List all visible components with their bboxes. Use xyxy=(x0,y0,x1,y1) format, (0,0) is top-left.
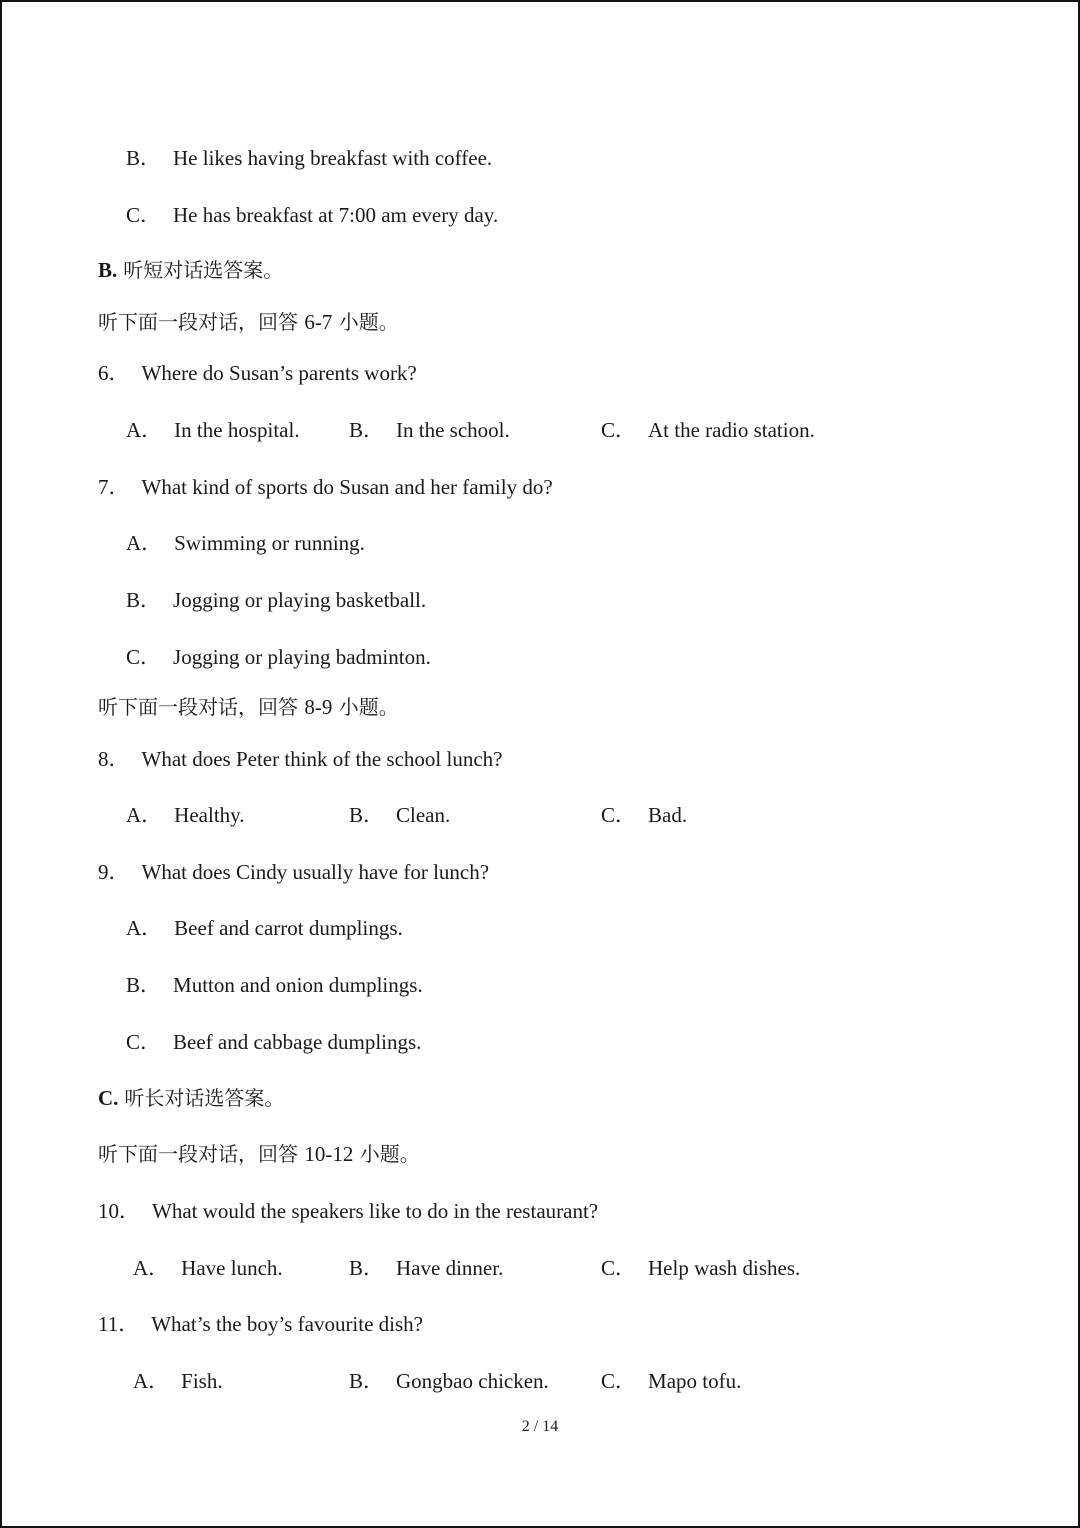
question-text: What’s the boy’s favourite dish? xyxy=(151,1312,424,1336)
option-text: Have lunch. xyxy=(181,1256,283,1280)
instruction-prefix: 听下面一段对话，回答 xyxy=(98,695,305,719)
option-letter: A． xyxy=(133,1369,170,1393)
instruction-suffix: 小题。 xyxy=(332,695,399,719)
option-letter: A． xyxy=(126,803,163,827)
option-text: Help wash dishes. xyxy=(648,1256,801,1280)
option-letter: C． xyxy=(601,803,637,827)
section-title: 听短对话选答案。 xyxy=(123,258,284,282)
q9-option-b xyxy=(126,972,423,998)
question-number: 7． xyxy=(98,475,130,499)
question-number: 6． xyxy=(98,361,130,385)
dialog-instruction-10-12 xyxy=(98,1141,420,1167)
dialog-instruction-6-7 xyxy=(98,309,399,335)
option-letter: B． xyxy=(126,146,162,170)
option-text: Clean. xyxy=(396,803,451,827)
option-letter: B． xyxy=(349,1369,385,1393)
option-letter: C． xyxy=(601,1256,637,1280)
option-text: Bad. xyxy=(648,803,688,827)
option-text: Mapo tofu. xyxy=(648,1369,742,1393)
option-letter: B． xyxy=(349,803,385,827)
question-number: 8． xyxy=(98,747,130,771)
option-text: He has breakfast at 7:00 am every day. xyxy=(173,203,499,227)
option-text: In the hospital. xyxy=(174,418,300,442)
question-text: What would the speakers like to do in the restaurant? xyxy=(152,1199,599,1223)
q5-option-b xyxy=(126,145,492,171)
q11-option-b xyxy=(349,1368,549,1394)
option-text: Mutton and onion dumplings. xyxy=(173,973,423,997)
question-number: 10． xyxy=(98,1199,140,1223)
question-text: What does Cindy usually have for lunch? xyxy=(141,860,490,884)
question-number: 11． xyxy=(98,1312,140,1336)
option-text: Fish. xyxy=(181,1369,223,1393)
section-b-heading xyxy=(98,257,283,283)
q7-option-b xyxy=(126,587,426,613)
option-letter: C． xyxy=(601,418,637,442)
option-text: Beef and carrot dumplings. xyxy=(174,916,403,940)
option-letter: A． xyxy=(126,418,163,442)
option-letter: A． xyxy=(126,531,163,555)
option-letter: C． xyxy=(126,203,162,227)
question-8 xyxy=(98,746,503,772)
q7-option-c xyxy=(126,644,431,670)
q6-option-c xyxy=(601,417,815,443)
option-letter: C． xyxy=(601,1369,637,1393)
question-text: What kind of sports do Susan and her family do? xyxy=(141,475,553,499)
question-7 xyxy=(98,474,553,500)
option-text: He likes having breakfast with coffee. xyxy=(173,146,493,170)
option-letter: C． xyxy=(126,645,162,669)
instruction-suffix: 小题。 xyxy=(332,310,399,334)
q9-option-a xyxy=(126,915,403,941)
section-title: 听长对话选答案。 xyxy=(124,1086,285,1110)
q9-option-c xyxy=(126,1029,421,1055)
option-letter: B． xyxy=(349,1256,385,1280)
option-letter: B． xyxy=(126,588,162,612)
q5-option-c xyxy=(126,202,498,228)
option-letter: A． xyxy=(133,1256,170,1280)
q8-option-b xyxy=(349,802,450,828)
option-text: In the school. xyxy=(396,418,510,442)
q8-option-c xyxy=(601,802,687,828)
q7-option-a xyxy=(126,530,365,556)
instruction-range: 8-9 xyxy=(304,695,333,719)
q6-option-b xyxy=(349,417,510,443)
option-letter: A． xyxy=(126,916,163,940)
q11-option-c xyxy=(601,1368,741,1394)
option-text: Jogging or playing badminton. xyxy=(173,645,431,669)
instruction-range: 10-12 xyxy=(304,1142,354,1166)
option-text: At the radio station. xyxy=(648,418,815,442)
option-letter: B． xyxy=(349,418,385,442)
instruction-prefix: 听下面一段对话，回答 xyxy=(98,310,305,334)
question-10 xyxy=(98,1198,598,1224)
question-text: Where do Susan’s parents work? xyxy=(141,361,417,385)
option-text: Healthy. xyxy=(174,803,245,827)
dialog-instruction-8-9 xyxy=(98,694,399,720)
option-text: Swimming or running. xyxy=(174,531,365,555)
instruction-prefix: 听下面一段对话，回答 xyxy=(98,1142,305,1166)
section-c-heading xyxy=(98,1085,284,1111)
option-letter: C． xyxy=(126,1030,162,1054)
q10-option-b xyxy=(349,1255,503,1281)
question-11 xyxy=(98,1311,423,1337)
instruction-range: 6-7 xyxy=(304,310,333,334)
section-letter: B. xyxy=(98,258,118,282)
question-number: 9． xyxy=(98,860,130,884)
q11-option-a xyxy=(133,1368,223,1394)
instruction-suffix: 小题。 xyxy=(353,1142,420,1166)
q6-option-a xyxy=(126,417,300,443)
q10-option-c xyxy=(601,1255,800,1281)
question-text: What does Peter think of the school lunch? xyxy=(141,747,503,771)
question-9 xyxy=(98,859,489,885)
section-letter: C. xyxy=(98,1086,119,1110)
option-text: Beef and cabbage dumplings. xyxy=(173,1030,422,1054)
option-letter: B． xyxy=(126,973,162,997)
page-number: 2 / 14 xyxy=(521,1418,559,1435)
q10-option-a xyxy=(133,1255,283,1281)
q8-option-a xyxy=(126,802,245,828)
option-text: Jogging or playing basketball. xyxy=(173,588,427,612)
option-text: Gongbao chicken. xyxy=(396,1369,549,1393)
option-text: Have dinner. xyxy=(396,1256,504,1280)
question-6 xyxy=(98,360,417,386)
